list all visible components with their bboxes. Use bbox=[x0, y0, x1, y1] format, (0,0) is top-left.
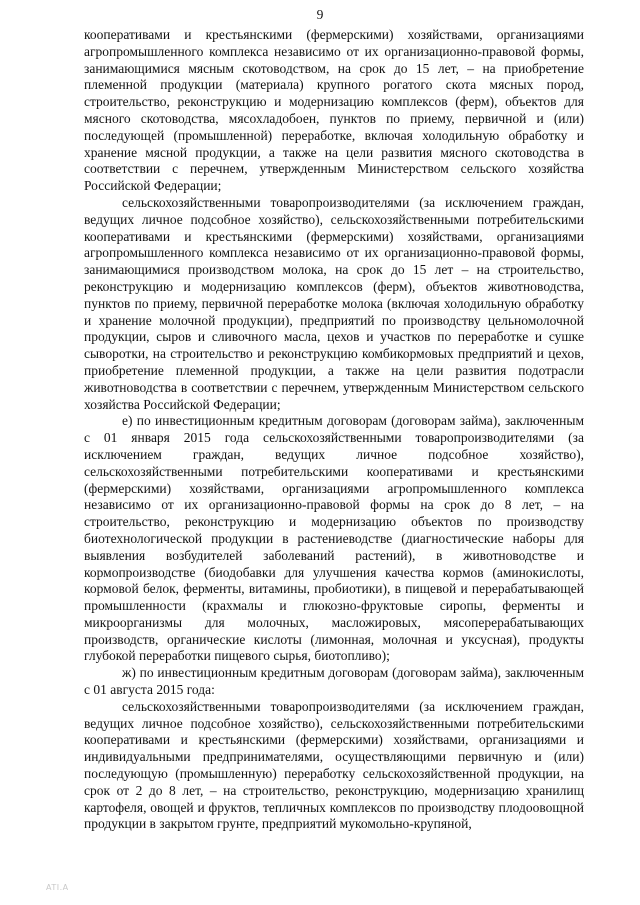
paragraph-item-zh: ж) по инвестиционным кредитным договорам (договорам займа), заключенным с 01 августа 2015 года: bbox=[84, 665, 584, 698]
document-body bbox=[84, 27, 584, 833]
paragraph-item-e: е) по инвестиционным кредитным договорам (договорам займа), заключенным с 01 января 2015 года сельскохозяйственными товаропроизводителями (за исключением граждан, ведущих личное подсобное хозяйство), сельскохозяйственными потребительскими кооперативами и крестьянскими (фермерскими) хозяйствами, организациями агропромышленного комплекса независимо от их организационно-правовой формы на срок до 8 лет, – на строительство, реконструкцию и модернизацию объектов по производству биотехнологической продукции в растениеводстве (диагностические наборы для выявления возбудителей заболеваний растений), в животноводстве и кормопроизводстве (биодобавки для улучшения качества кормов (аминокислоты, кормовой белок, ферменты, витамины, пробиотики), в пищевой и перерабатывающей промышленности (крахмалы и глюкозно-фруктовые сиропы, ферменты и микроорганизмы для молочных, масложировых, мясоперерабатывающих производств, органические кислоты (лимонная, молочная и уксусная), продукты глубокой переработки пищевого сырья, биотопливо); bbox=[84, 413, 584, 664]
page-number: 9 bbox=[316, 7, 324, 22]
paragraph-continuation: кооперативами и крестьянскими (фермерскими) хозяйствами, организациями агропромышленного комплекса независимо от их организационно-правовой формы, занимающимися мясным скотоводством, на срок до 15 лет, – на приобретение племенной продукции (материала) крупного рогатого скота мясных пород, строительство, реконструкцию и модернизацию комплексов (ферм), объектов для мясного скотоводства, мясохладобоен, пунктов по приему, первичной и (или) последующей (промышленной) переработке, включая холодильную обработку и хранение мясной продукции, а также на цели развития мясного скотоводства в соответствии с перечнем, утвержденным Министерством сельского хозяйства Российской Федерации; bbox=[84, 27, 584, 194]
paragraph-storage: сельскохозяйственными товаропроизводителями (за исключением граждан, ведущих личное подсобное хозяйство), сельскохозяйственными потребительскими кооперативами и крестьянскими (фермерскими) хозяйствами, организациями и индивидуальными предпринимателями, осуществляющими первичную и (или) последующую (промышленную) переработку сельскохозяйственной продукции, на срок от 2 до 8 лет, – на строительство, реконструкцию, модернизацию хранилищ картофеля, овощей и фруктов, тепличных комплексов по производству плодоовощной продукции в закрытом грунте, предприятий мукомольно-крупяной, bbox=[84, 698, 584, 832]
footer-mark: ATI.A bbox=[46, 883, 69, 892]
paragraph-dairy: сельскохозяйственными товаропроизводителями (за исключением граждан, ведущих личное подсобное хозяйство), сельскохозяйственными потребительскими кооперативами и крестьянскими (фермерскими) хозяйствами, организациями агропромышленного комплекса независимо от их организационно-правовой формы, занимающимися производством молока, на срок до 15 лет – на строительство, реконструкцию и модернизацию комплексов (ферм), объектов животноводства, пунктов по приему, первичной переработке молока (включая холодильную обработку и хранение молочной продукции), предприятий по производству цельномолочной продукции, сыров и сливочного масла, цехов и участков по переработке и сушке сыворотки, на строительство и реконструкцию комбикормовых предприятий и цехов, приобретение племенной продукции, а также на цели развития подотрасли животноводства в соответствии с перечнем, утвержденным Министерством сельского хозяйства Российской Федерации; bbox=[84, 194, 584, 412]
